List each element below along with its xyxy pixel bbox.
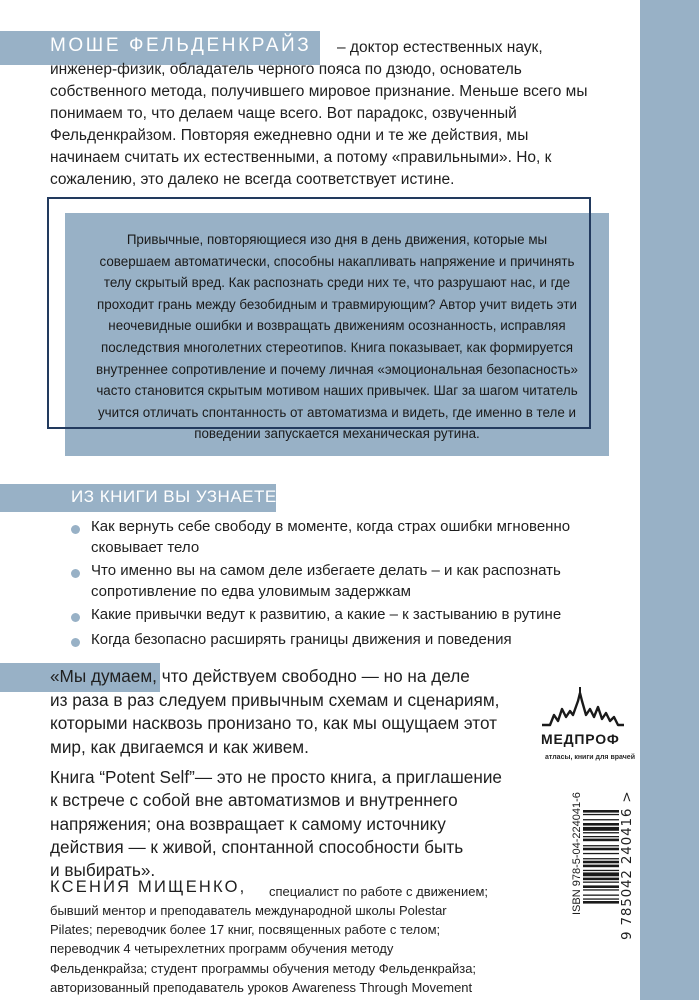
quote-text: «Мы думаем, что действуем свободно — но на деле из раза в раз следуем привычным схемам и сценариям, которыми насквозь пронизано то, как мы ощущаем этот мир, как двигаемся и как живем.: [50, 666, 500, 757]
learn-item: Когда безопасно расширять границы движения и поведения: [91, 631, 512, 648]
translator-bio: бывший ментор и преподаватель международной школы Polestar Pilates; переводчик более 17 книг, посвященных работе с телом; переводчик 4 четырехлетних программ обучения методу Фельденкрайза; студент программы обучения методу Фельденкрайза; авторизованный преподаватель уроков Awareness Through Movement: [50, 903, 477, 995]
description-text: Привычные, повторяющиеся изо дня в день движения, которые мы совершаем автоматически, способны накапливать напряжение и причинять телу скрытый вред. Как распознать среди них те, что разрушают нас, и где проходит грань между безобидным и травмирующим? Автор учит видеть эти неочевидные ошибки и возвращать движениям осознанность, исправляя последствия многолетних стереотипов. Книга показывает, как формируется внутреннее сопротивление и почему личная «эмоциональная безопасность» часто становится скрытым мотивом наших привычек. Шаг за шагом читатель учится отличать спонтанность от автоматизма и видеть, где именно в теле и поведении запускается механическая рутина.: [96, 232, 578, 442]
translator-bio-first-line: специалист по работе с движением;: [269, 884, 489, 899]
bullet-icon: [71, 638, 80, 647]
invitation-text: Книга “Potent Self”— это не просто книга, а приглашение к встрече с собой вне автоматизмов и внутреннего напряжения; она возвращает к самому источнику действия — к живой, спонтанной способности быть и выбирать».: [50, 767, 502, 881]
learn-heading: ИЗ КНИГИ ВЫ УЗНАЕТЕ:: [71, 487, 282, 506]
bullet-icon: [71, 569, 80, 578]
bullet-icon: [71, 613, 80, 622]
translator-name: КСЕНИЯ МИЩЕНКО,: [50, 878, 247, 896]
learn-item: Какие привычки ведут к развитию, а какие – к застыванию в рутине: [91, 606, 562, 623]
isbn-text: ISBN 978-5-04-224041-6: [571, 792, 583, 915]
bullet-icon: [71, 525, 80, 534]
publisher-name: МЕДПРОФ: [541, 731, 620, 747]
barcode-digits: 9 785042 240416 >: [619, 790, 635, 940]
learn-item: Что именно вы на самом деле избегаете делать – и как распознать сопротивление по едва уловимым задержкам: [91, 562, 561, 600]
author-intro-text: инженер-физик, обладатель черного пояса по дзюдо, основатель собственного метода, получившего мировое признание. Меньше всего мы понимаем то, что делаем чаще всего. Вот парадокс, озвученный Фельденкрайзом. Повторяя ежедневно одни и те же действия, мы начинаем считать их естественными, а потому «правильными». Но, к сожалению, это далеко не всегда соответствует истине.: [50, 61, 588, 188]
side-stripe: [640, 0, 699, 1000]
learn-item: Как вернуть себе свободу в моменте, когда страх ошибки мгновенно сковывает тело: [91, 518, 571, 556]
publisher-tagline: атласы, книги для врачей: [545, 754, 636, 761]
author-intro-first-line: – доктор естественных наук,: [337, 39, 543, 56]
barcode-icon: [583, 810, 619, 940]
publisher-logo-icon: [540, 687, 626, 729]
author-name: МОШЕ ФЕЛЬДЕНКРАЙЗ: [50, 35, 312, 56]
